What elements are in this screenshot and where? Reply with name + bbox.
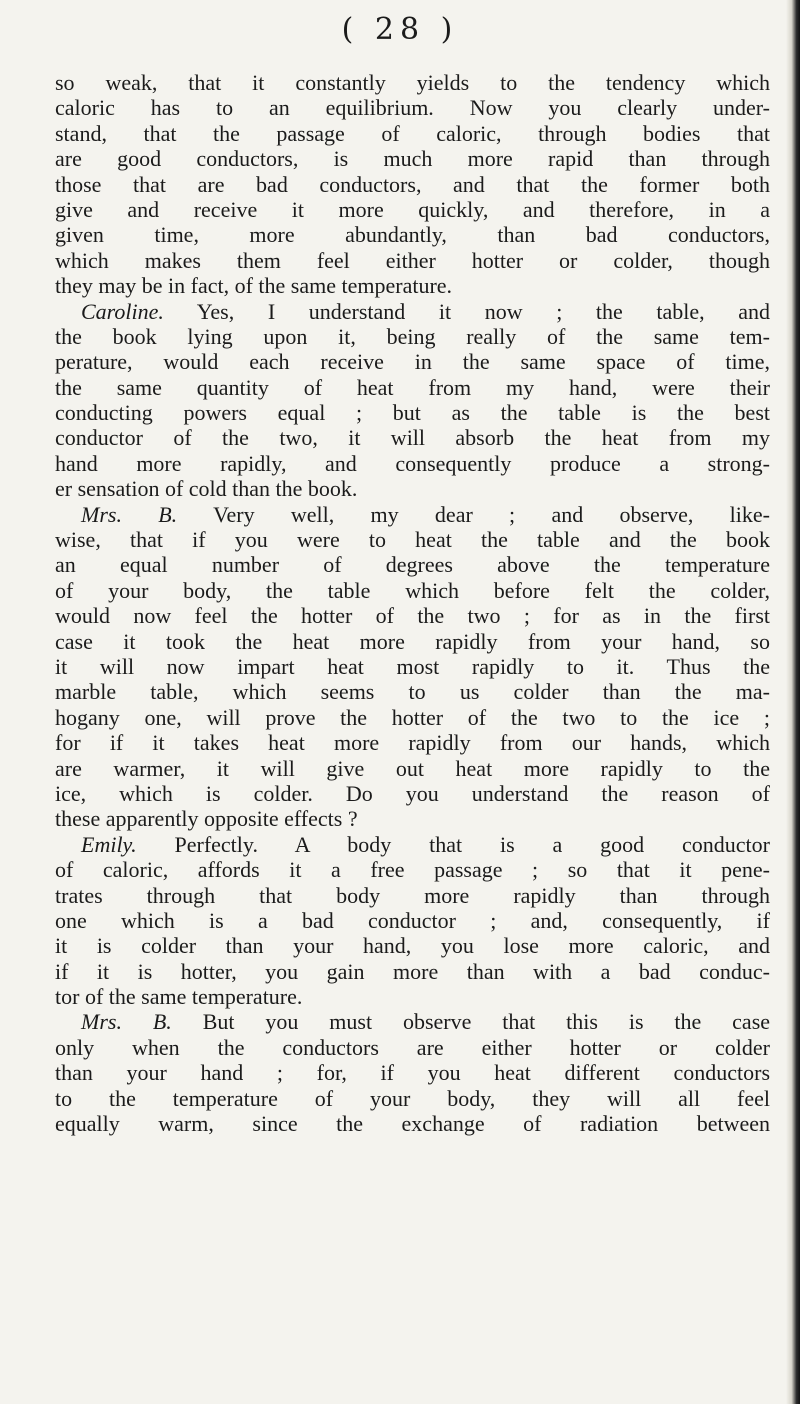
text-line [55,679,770,704]
line-text: one which is a bad conductor ; and, consequently, if [55,907,770,933]
text-line [55,324,770,349]
body-text [55,70,770,1136]
line-text: case it took the heat more rapidly from your hand, so [55,628,770,654]
line-text: if it is hotter, you gain more than with a bad conduc- [55,958,770,984]
text-line [55,908,770,933]
text-line [55,273,770,298]
text-line [55,400,770,425]
text-line [55,629,770,654]
text-line [55,933,770,958]
text-line [55,1060,770,1085]
text-line [55,375,770,400]
line-text: it will now impart heat most rapidly to it. Thus the [55,653,770,679]
page-number: ( 28 ) [341,12,459,47]
text-line [55,705,770,730]
text-line [55,654,770,679]
text-line [55,603,770,628]
line-text: stand, that the passage of caloric, through bodies that [55,120,770,146]
speaker-name: Mrs. B. [81,1009,172,1035]
line-text: than your hand ; for, if you heat different conductors [55,1060,770,1086]
line-text: the same quantity of heat from my hand, were their [55,374,770,400]
line-text: hogany one, will prove the hotter of the two to the ice ; [55,704,770,730]
line-text: But you must observe that this is the case [202,1009,770,1035]
line-text: marble table, which seems to us colder than the ma- [55,679,770,705]
text-line [55,984,770,1009]
line-text: those that are bad conductors, and that the former both [55,171,770,197]
text-line [55,197,770,222]
line-text: Very well, my dear ; and observe, like- [213,501,770,527]
speaker-name: Caroline. [81,298,164,324]
line-text: trates through that body more rapidly than through [55,882,770,908]
line-text: the book lying upon it, being really of the same tem- [55,323,770,349]
line-text: which makes them feel either hotter or colder, though [55,247,770,273]
text-line [55,832,770,857]
text-line [55,552,770,577]
speaker-name: Mrs. B. [81,501,178,527]
line-text: tor of the same temperature. [55,984,303,1010]
text-line [55,222,770,247]
line-text: Perfectly. A body that is a good conductor [174,831,770,857]
text-line [55,349,770,374]
text-line [55,527,770,552]
text-line [55,299,770,324]
line-text: ice, which is colder. Do you understand the reason of [55,780,770,806]
text-line [55,425,770,450]
line-text: would now feel the hotter of the two ; for as in the first [55,603,770,629]
text-line [55,95,770,120]
line-text: are good conductors, is much more rapid than through [55,146,770,172]
text-line [55,451,770,476]
speaker-name: Emily. [81,831,137,857]
text-line [55,146,770,171]
line-text: given time, more abundantly, than bad conductors, [55,222,770,248]
text-line [55,730,770,755]
line-text: for if it takes heat more rapidly from our hands, which [55,730,770,756]
text-line [55,1111,770,1136]
text-line [55,1009,770,1034]
text-line [55,70,770,95]
line-text: it is colder than your hand, you lose more caloric, and [55,933,770,959]
text-line [55,959,770,984]
line-text: so weak, that it constantly yields to the tendency which [55,70,770,95]
line-text: hand more rapidly, and consequently produce a strong- [55,450,770,476]
text-line [55,502,770,527]
text-line [55,883,770,908]
line-text: wise, that if you were to heat the table and the book [55,527,770,553]
line-text: give and receive it more quickly, and therefore, in a [55,196,770,222]
line-text: perature, would each receive in the same space of time, [55,349,770,375]
text-line [55,781,770,806]
text-line [55,756,770,781]
text-line [55,121,770,146]
text-line [55,806,770,831]
line-text: to the temperature of your body, they will all feel [55,1085,770,1111]
line-text: of caloric, affords it a free passage ; so that it pene- [55,857,770,883]
line-text: Yes, I understand it now ; the table, and [196,298,770,324]
text-line [55,1035,770,1060]
line-text: er sensation of cold than the book. [55,476,358,502]
text-line [55,578,770,603]
line-text: of your body, the table which before felt the colder, [55,577,770,603]
line-text: these apparently opposite effects ? [55,806,358,832]
line-text: conductor of the two, it will absorb the heat from my [55,425,770,451]
line-text: caloric has to an equilibrium. Now you clearly under- [55,95,770,121]
line-text: are warmer, it will give out heat more rapidly to the [55,755,770,781]
line-text: only when the conductors are either hotter or colder [55,1034,770,1060]
text-line [55,1086,770,1111]
text-line [55,172,770,197]
line-text: conducting powers equal ; but as the table is the best [55,400,770,426]
page-edge [786,0,800,1404]
text-line [55,857,770,882]
text-line [55,248,770,273]
line-text: they may be in fact, of the same temperature. [55,273,453,299]
text-line [55,476,770,501]
line-text: an equal number of degrees above the temperature [55,552,770,578]
line-text: equally warm, since the exchange of radiation between [55,1111,770,1137]
